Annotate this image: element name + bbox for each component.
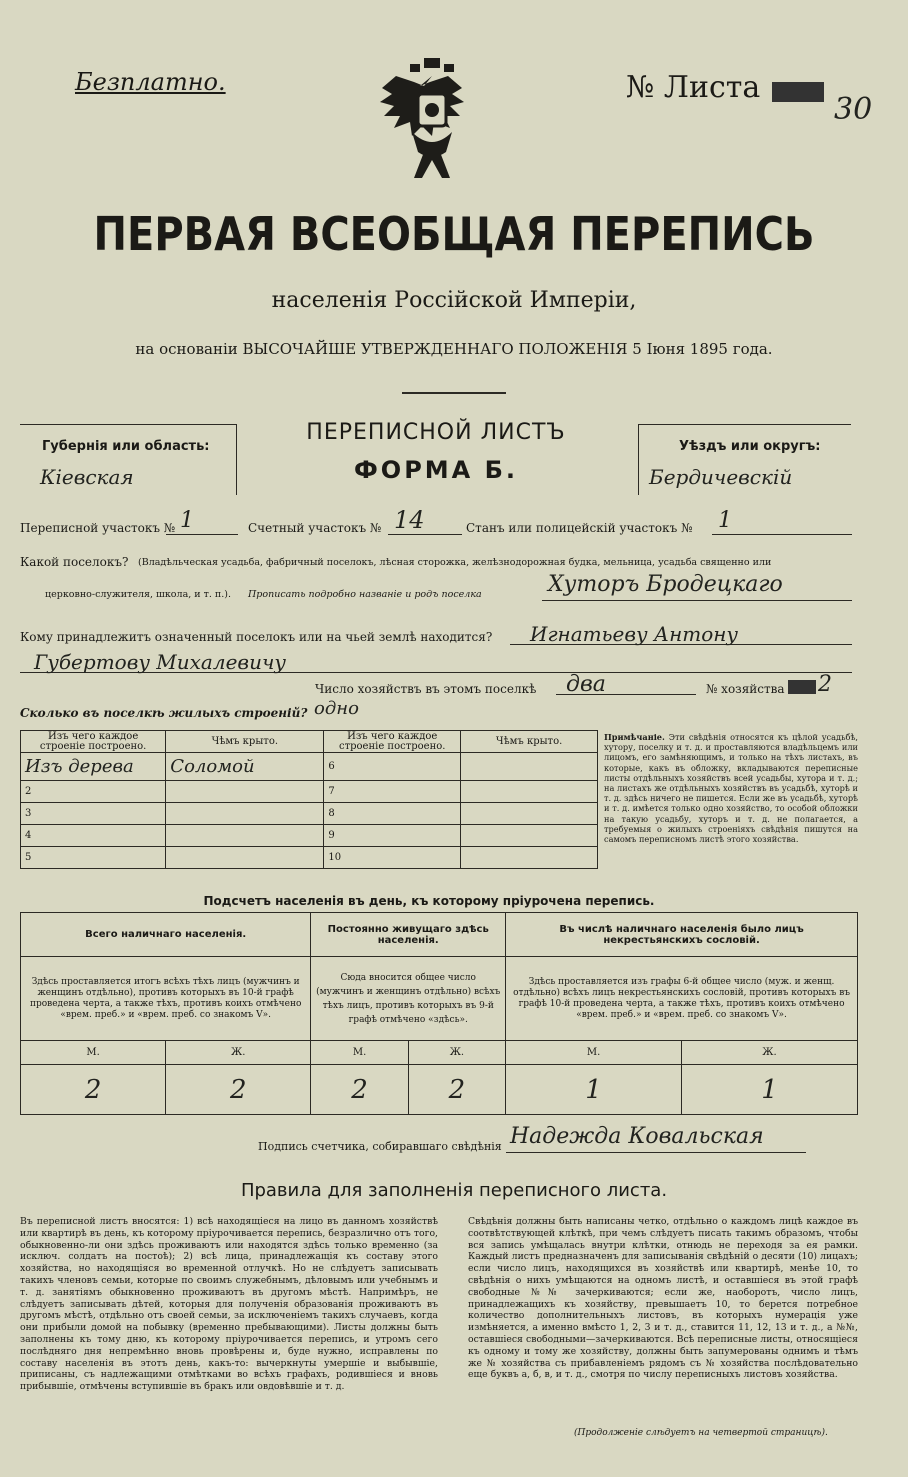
rules-continued: (Продолженіе слѣдуетъ на четвертой страницѣ). — [574, 1428, 828, 1438]
roof-value: Соломой — [170, 756, 255, 777]
county-box — [638, 424, 851, 495]
total-female: 2 — [166, 1065, 311, 1115]
county-value: Бердичевскій — [649, 465, 793, 489]
census-district-label: Переписной участокъ № — [20, 521, 176, 535]
note-block — [604, 732, 858, 844]
census-district-value: 1 — [180, 508, 194, 533]
household-number-label: № хозяйства — [706, 682, 785, 696]
police-value: 1 — [718, 508, 732, 533]
owner-value-line1: Игнатьеву Антону — [530, 622, 739, 646]
settlement-hint: (Владѣльческая усадьба, фабричный поселокъ, лѣсная сторожка, желѣзнодорожная будка, мельница, усадьба священно или — [138, 557, 772, 568]
tally-col3-text: Здѣсь проставляется изъ графы 6-й общее число (муж. и женщ. отдѣльно) всѣхъ лицъ некрестьянскихъ сословій, противъ которыхъ въ графѣ 10-й проведена черта, а также тѣхъ, противъ коихъ отмѣчено «врем. преб.» и «врем. преб. со знакомъ V». — [506, 957, 858, 1041]
resident-female: 2 — [408, 1065, 505, 1115]
male-header: М. — [311, 1041, 408, 1065]
col-roof-right: Чѣмъ крыто. — [461, 731, 598, 753]
rules-heading: Правила для заполненія переписного листа. — [240, 1180, 668, 1201]
count-district-label: Счетный участокъ № — [248, 521, 382, 535]
row-number: 8 — [324, 803, 461, 825]
settlement-value: Хуторъ Бродецкаго — [548, 572, 783, 597]
tally-table — [20, 912, 858, 1115]
divider — [402, 392, 506, 394]
rules-right-column: Свѣдѣнія должны быть написаны четко, отдѣльно о каждомъ лицѣ каждое въ соотвѣтствующей клѣткѣ, при чемъ слѣдуетъ писать такимъ образомъ, чтобы вся запись умѣщалась внутри клѣтки, отнюдь не переходя за ея рамки. Каждый листъ предназначенъ для записыванія свѣдѣній о десяти (10) лицахъ; если число лицъ, находящихся въ хозяйствѣ или квартирѣ, менѣе 10, то свѣдѣнія о нихъ умѣщаются на одномъ листѣ, и оставшіеся въ этой графѣ свободные №№ зачеркиваются; если же, наоборотъ, число лицъ, принадлежащихъ къ хозяйству, превышаетъ 10, то берется потребное количество дополнительныхъ листовъ, въ которыхъ нумерація уже измѣняется, а именно вмѣсто 1, 2, 3 и т. д., ставится 11, 12, 13 и т. д., а №№, оставшіеся свободными—зачеркиваются. Всѣ переписные листы, относящіеся къ одному и тому же хозяйству, должны быть запумерованы однимъ и тѣмъ же № хозяйства съ прибавленіемъ рядомъ съ № хозяйства послѣдовательно еще буквъ а, б, в, и т. д., смотря по числу переписныхъ листовъ хозяйства. — [468, 1216, 858, 1381]
signature-value: Надежда Ковальская — [510, 1124, 764, 1149]
signature-label: Подпись счетчика, собиравшаго свѣдѣнія — [258, 1140, 502, 1153]
buildings-label: Сколько въ поселкѣ жилыхъ строеній? — [20, 706, 308, 720]
free-label: Безплатно. — [75, 68, 226, 96]
row-number: 2 — [21, 781, 166, 803]
basis-line: на основаніи ВЫСОЧАЙШЕ УТВЕРЖДЕННАГО ПОЛОЖЕНІЯ 5 Іюня 1895 года. — [135, 340, 773, 358]
row-number: 7 — [324, 781, 461, 803]
male-header: М. — [506, 1041, 682, 1065]
count-district-value: 14 — [394, 506, 425, 534]
tally-col2-head: Постоянно живущаго здѣсь населенія. — [311, 913, 506, 957]
note-label: Примѣчаніе. — [604, 732, 665, 742]
tally-col1-head: Всего наличнаго населенія. — [21, 913, 311, 957]
province-box — [20, 424, 237, 495]
col-roof-left: Чѣмъ крыто. — [166, 731, 324, 753]
buildings-value: одно — [314, 698, 359, 719]
sheet-title: ПЕРЕПИСНОЙ ЛИСТЪ — [306, 420, 566, 445]
double-headed-eagle-emblem-icon — [372, 58, 492, 188]
sheet-number-value: 30 — [834, 92, 873, 127]
main-title: ПЕРВАЯ ВСЕОБЩАЯ ПЕРЕПИСЬ — [93, 208, 815, 262]
nonpeasant-female: 1 — [682, 1065, 858, 1115]
settlement-instruction: Прописать подробно названіе и родъ поселка — [248, 589, 482, 600]
redaction-mark — [788, 680, 816, 694]
row-number: 9 — [324, 825, 461, 847]
row-number: 6 — [324, 753, 461, 781]
buildings-table — [20, 730, 598, 869]
row-number: 10 — [324, 847, 461, 869]
total-male: 2 — [21, 1065, 166, 1115]
owner-label: Кому принадлежитъ означенный поселокъ или на чьей землѣ находится? — [20, 630, 493, 644]
note-text: Эти свѣдѣнія относятся къ цѣлой усадьбѣ, хутору, поселку и т. д. и проставляются владѣльцемъ или лицомъ, его замѣняющимъ, и только на тѣхъ листахъ, въ которые, какъ въ обложку, вкладываются переписные листы отдѣльныхъ хозяйствъ всей усадьбы, хутора и т. д.; на листахъ же отдѣльныхъ хозяйствъ въ усадьбѣ, хуторѣ и т. д. здѣсь ничего не пишется. Если же въ усадьбѣ, хуторѣ и т. д. имѣется только одно хозяйство, то особой обложки на такую усадьбу, хуторъ и т. д. не полагается, а требуемыя о жилыхъ строеніяхъ свѣдѣнія пишутся на самомъ переписномъ листѣ этого хозяйства. — [604, 732, 858, 845]
male-header: М. — [21, 1041, 166, 1065]
province-label: Губернія или область: — [42, 439, 210, 454]
material-value: Изъ дерева — [25, 756, 134, 777]
redaction-mark — [772, 82, 824, 102]
col-material-left: Изъ чего каждое строеніе построено. — [21, 731, 166, 753]
resident-male: 2 — [311, 1065, 408, 1115]
row-number: 3 — [21, 803, 166, 825]
tally-col2-text: Сюда вносится общее число (мужчинъ и женщинъ отдѣльно) всѣхъ тѣхъ лицъ, противъ которыхъ въ 9-й графѣ отмѣчено «здѣсь». — [311, 957, 506, 1041]
tally-heading: Подсчетъ населенія въ день, къ которому пріурочена перепись. — [203, 894, 655, 908]
household-number-value: 2 — [818, 672, 832, 697]
nonpeasant-male: 1 — [506, 1065, 682, 1115]
police-label: Станъ или полицейскій участокъ № — [466, 521, 693, 535]
female-header: Ж. — [408, 1041, 505, 1065]
row-number: 4 — [21, 825, 166, 847]
female-header: Ж. — [682, 1041, 858, 1065]
tally-col1-text: Здѣсь проставляется итогъ всѣхъ тѣхъ лицъ (мужчинъ и женщинъ отдѣльно), противъ которыхъ въ 10-й графѣ проведена черта, а также тѣхъ, противъ коихъ отмѣчено «врем. преб.» и «врем. преб. со знакомъ V». — [21, 957, 311, 1041]
tally-col3-head: Въ числѣ наличнаго населенія было лицъ некрестьянскихъ сословій. — [506, 913, 858, 957]
households-label: Число хозяйствъ въ этомъ поселкѣ — [315, 682, 537, 696]
form-label: ФОРМА Б. — [353, 456, 518, 484]
subtitle: населенія Россійской Имперіи, — [271, 288, 637, 313]
female-header: Ж. — [166, 1041, 311, 1065]
rules-left-column: Въ переписной листъ вносятся: 1) всѣ находящіеся на лицо въ данномъ хозяйствѣ или квартирѣ въ день, къ которому пріурочивается перепись, безразлично отъ того, обыкновенно-ли они здѣсь проживаютъ или находятся здѣсь только временно (за исключ. солдатъ на постоѣ); 2) всѣ лица, принадлежащія къ составу этого хозяйства, но находящіяся во временной отлучкѣ. Но не слѣдуетъ записывать такихъ членовъ семьи, которые по своимъ служебнымъ, дѣловымъ или учебнымъ и т. д. занятіямъ обыкновенно проживаютъ въ другомъ мѣстѣ. Напримѣръ, не слѣдуетъ записывать дѣтей, которыя для полученія образованія проживаютъ въ другомъ мѣстѣ, отдѣльно отъ своей семьи, за исключеніемъ такихъ случаевъ, когда они прибыли домой на побывку (временно пребывающими). Листы должны быть заполнены къ тому дню, къ которому пріурочивается перепись, и утромъ сего послѣдняго дня непремѣнно вновь провѣрены и, буде нужно, исправлены по составу населенія въ этотъ день, какъ-то: вычеркнуты умершіе и выбывшіе, приписаны, съ надлежащими отмѣтками во всѣхъ графахъ, родившіеся и вновь прибывшіе, отмѣчены вступившіе въ бракъ или овдовѣвшіе и т. д. — [20, 1216, 438, 1393]
households-value: два — [566, 672, 606, 697]
county-label: Уѣздъ или округъ: — [679, 439, 821, 454]
settlement-hint2: церковно-служителя, школа, и т. п.). — [45, 589, 231, 600]
province-value: Кіевская — [40, 465, 134, 489]
table-row — [21, 753, 166, 781]
owner-value-line2: Губертову Михалевичу — [34, 650, 286, 674]
sheet-number-label: № Листа — [626, 70, 761, 105]
row-number: 5 — [21, 847, 166, 869]
col-material-right: Изъ чего каждое строеніе построено. — [324, 731, 461, 753]
settlement-label: Какой поселокъ? — [20, 555, 129, 569]
